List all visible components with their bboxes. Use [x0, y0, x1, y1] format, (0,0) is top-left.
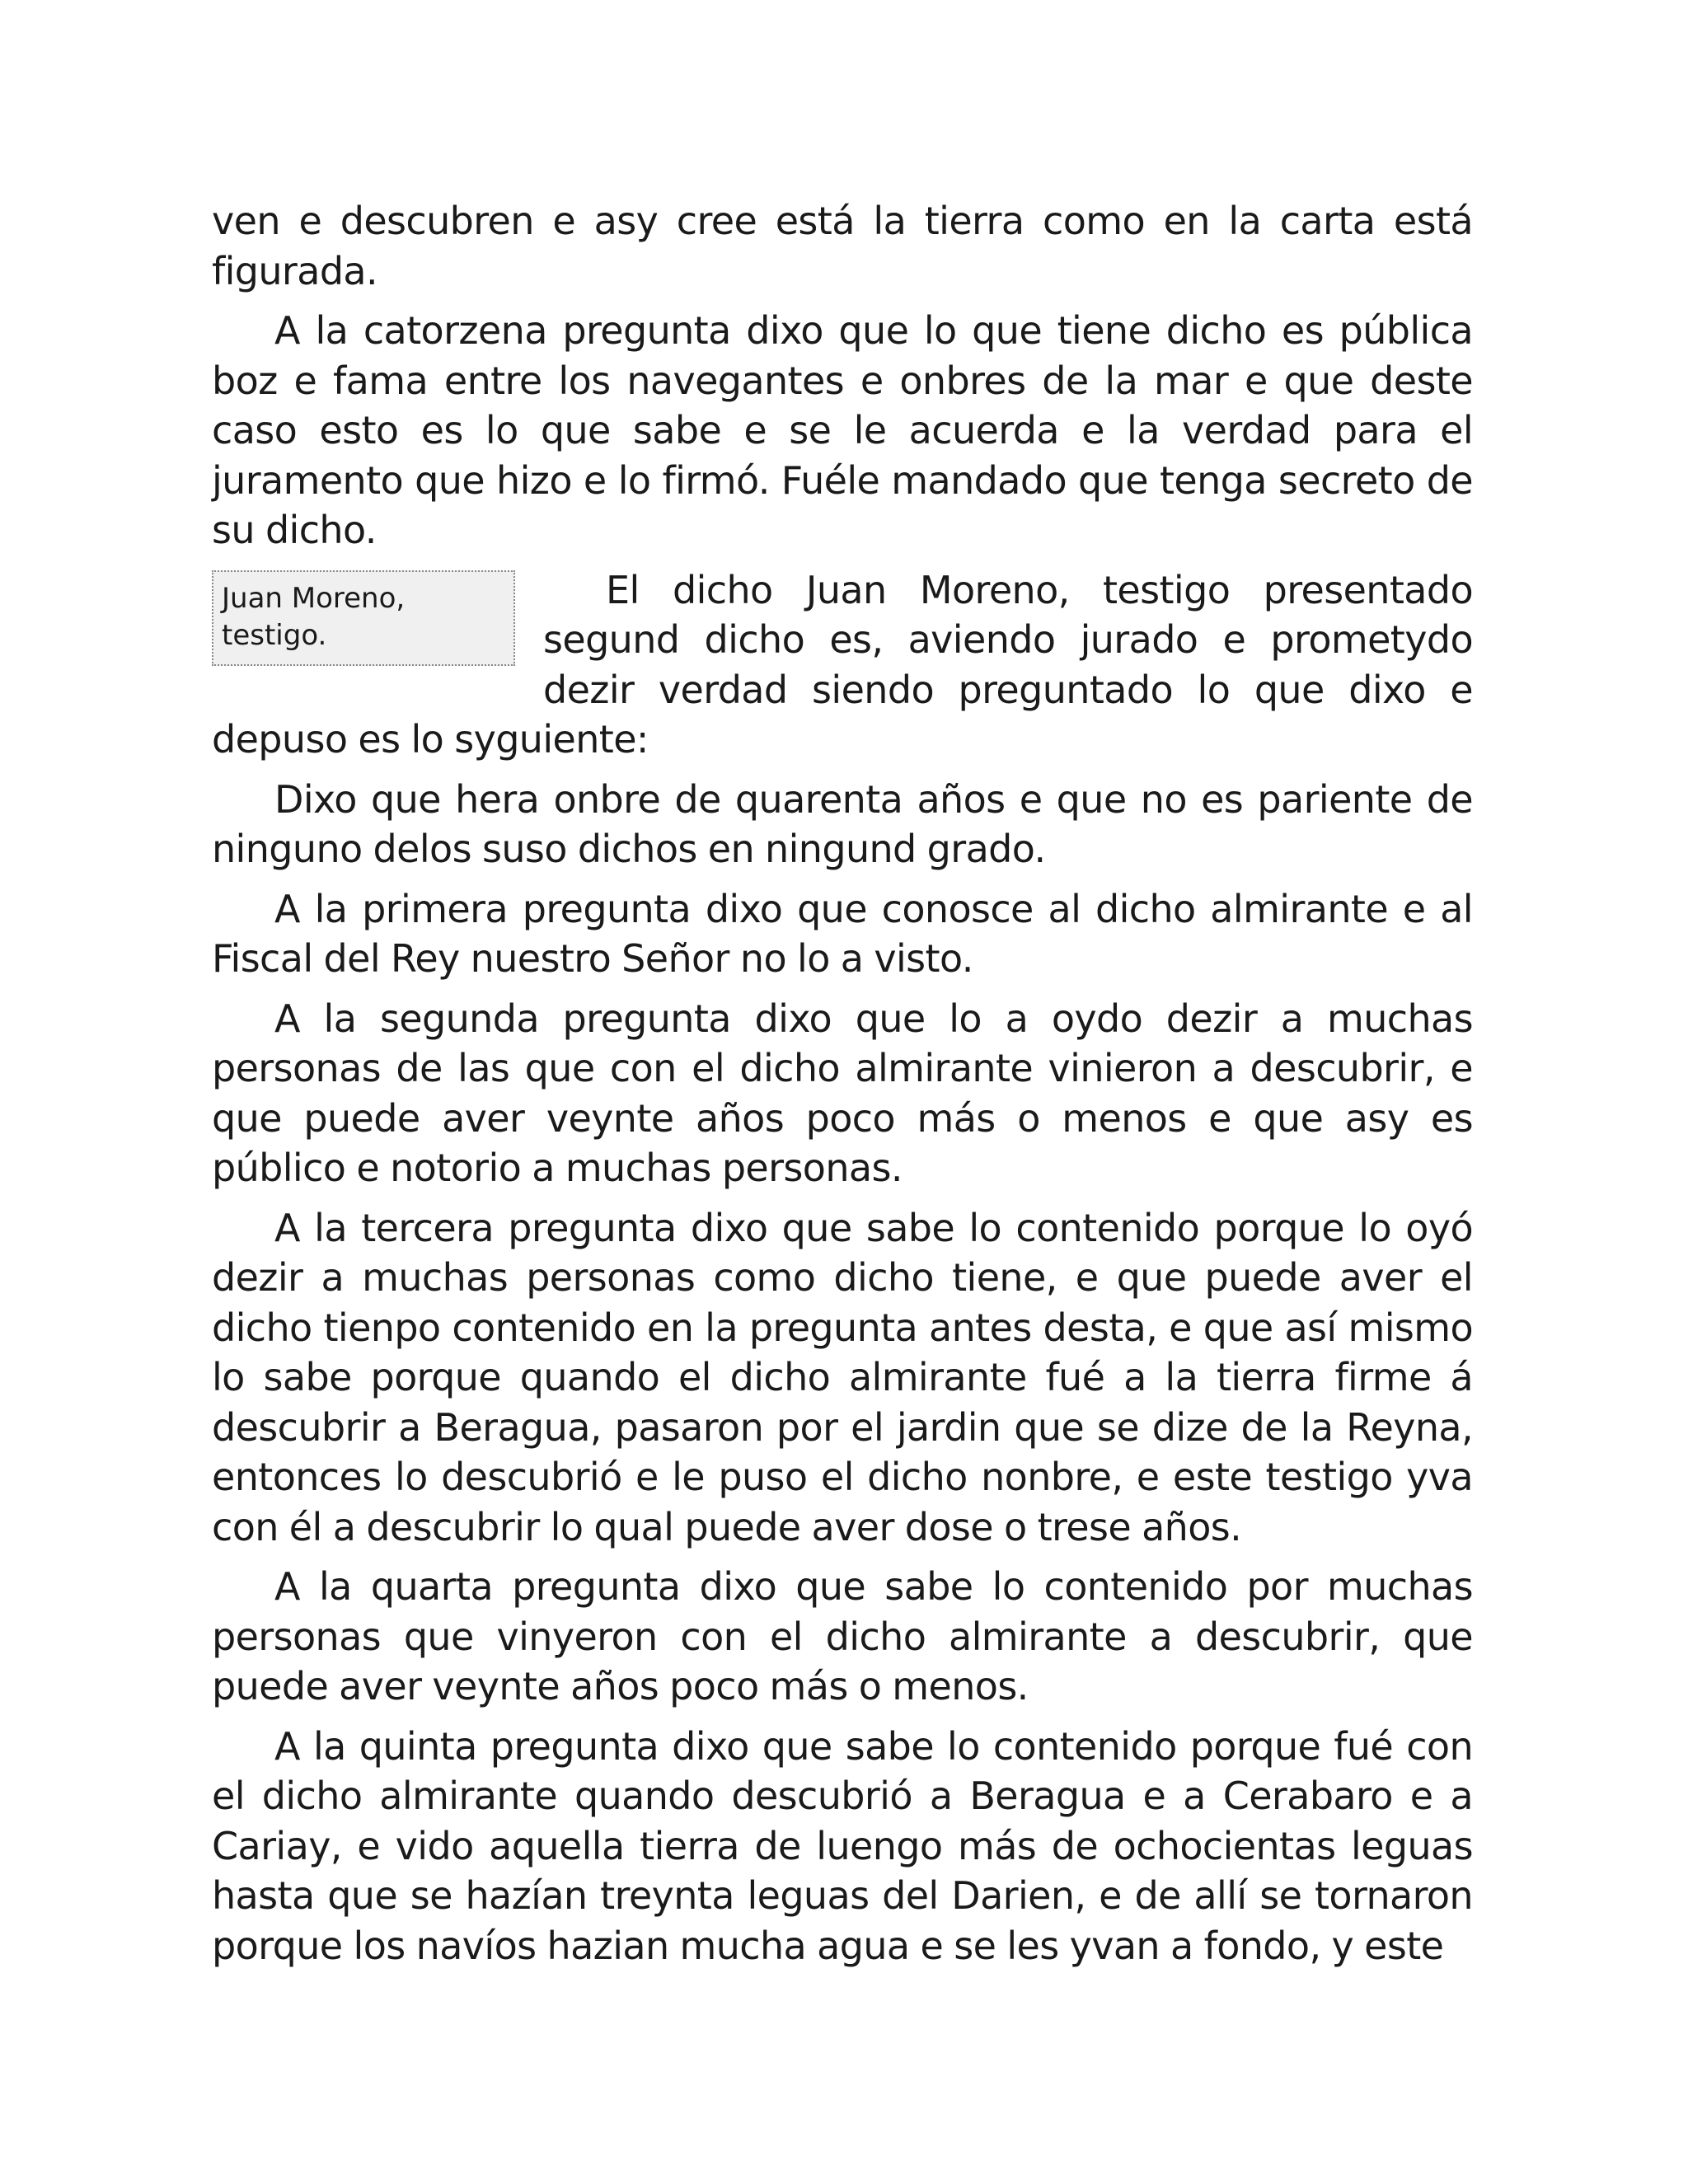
paragraph-witness-age: Dixo que hera onbre de quarenta años e que no es pariente de ninguno delos suso dichos en ningund grado.: [212, 776, 1473, 871]
margin-note-box: [212, 570, 515, 666]
margin-note-name: Juan Moreno,: [222, 581, 406, 615]
paragraph-continuation: ven e descubren e asy cree está la tierra como en la carta está figurada.: [212, 199, 1473, 293]
paragraph-segunda-pregunta: A la segunda pregunta dixo que lo a oydo dezir a muchas personas de las que con el dicho almirante vinieron a descubrir, e que puede aver veynte años poco más o menos e que asy es público e notorio a muchas personas.: [212, 996, 1473, 1190]
paragraph-primera-pregunta: A la primera pregunta dixo que conosce al dicho almirante e al Fiscal del Rey nuestro Señor no lo a visto.: [212, 886, 1473, 981]
paragraph-quinta-pregunta: A la quinta pregunta dixo que sabe lo contenido porque fué con el dicho almirante quando descubrió a Beragua e a Cerabaro e a Cariay, e vido aquella tierra de luengo más de ochocientas leguas hasta que se hazían treynta leguas del Darien, e de allí se tornaron porque los navíos hazian mucha agua e se les yvan a fondo, y este: [212, 1723, 1473, 1968]
paragraph-tercera-pregunta: A la tercera pregunta dixo que sabe lo contenido porque lo oyó dezir a muchas personas como dicho tiene, e que puede aver el dicho tienpo contenido en la pregunta antes desta, e que así mismo lo sabe porque quando el dicho almirante fué a la tierra firme á descubrir a Beragua, pasaron por el jardin que se dize de la Reyna, entonces lo descubrió e le puso el dicho nonbre, e este testigo yva con él a descubrir lo qual puede aver dose o trese años.: [212, 1205, 1473, 1549]
paragraph-catorzena-pregunta: A la catorzena pregunta dixo que lo que tiene dicho es pública boz e fama entre los navegantes e onbres de la mar e que deste caso esto es lo que sabe e se le acuerda e la verdad para el juramento que hizo e lo firmó. Fuéle mandado que tenga secreto de su dicho.: [212, 308, 1473, 552]
margin-note-role: testigo.: [222, 618, 327, 652]
paragraph-witness-intro: El dicho Juan Moreno, testigo presentado segund dicho es, aviendo jurado e prometydo dezir verdad siendo preguntado lo que dixo e depuso es lo syguiente:: [212, 567, 1473, 762]
document-page: [212, 196, 1473, 1980]
paragraph-quarta-pregunta: A la quarta pregunta dixo que sabe lo contenido por muchas personas que vinyeron con el dicho almirante a descubrir, que puede aver veynte años poco más o menos.: [212, 1564, 1473, 1708]
